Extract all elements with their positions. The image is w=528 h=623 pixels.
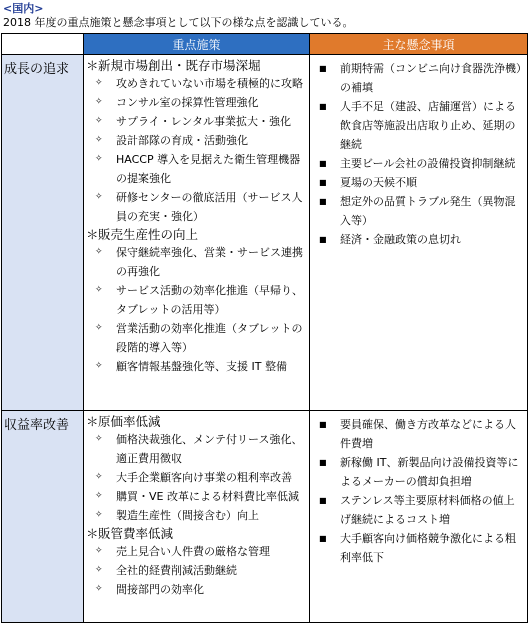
diamond-bullet-icon: ✧ (95, 97, 103, 107)
list-item-text: HACCP 導入を見据えた衛生管理機器の提案強化 (116, 153, 301, 185)
focus-list (86, 74, 309, 226)
diamond-bullet-icon: ✧ (95, 584, 103, 594)
list-item-text: サプライ・レンタル事業拡大・強化 (116, 115, 291, 128)
list-item-text: 全社的経費削減活動継続 (116, 564, 237, 577)
diamond-bullet-icon: ✧ (95, 491, 103, 501)
list-item (86, 506, 309, 525)
list-item-text: 大手企業顧客向け事業の粗利率改善 (116, 471, 292, 484)
list-item (86, 112, 309, 131)
list-item (86, 150, 309, 188)
asterisk-mark: ＊ (86, 58, 99, 73)
list-item (86, 468, 309, 487)
list-item (86, 357, 309, 376)
square-bullet-icon: ■ (319, 235, 327, 244)
list-item-text: 大手顧客向け価格競争激化による粗利率低下 (340, 532, 516, 564)
diamond-bullet-icon: ✧ (95, 154, 103, 164)
list-item-text: ステンレス等主要原材料価格の値上げ継続によるコスト増 (340, 494, 515, 526)
list-item (86, 281, 309, 319)
diamond-bullet-icon: ✧ (95, 285, 103, 295)
list-item-text: 人手不足（建設、店舗運営）による飲食店等施設出店取り止め、延期の継続 (340, 100, 516, 151)
list-item-text: サービス活動の効率化推進（早帰り、タブレットの活用等） (116, 284, 303, 316)
list-item (310, 453, 527, 491)
list-item (86, 188, 309, 226)
list-item-text: 想定外の品質トラブル発生（異物混入等） (340, 195, 516, 227)
list-item-text: 売上見合い人件費の厳格な管理 (116, 545, 270, 558)
list-item-text: 前期特需（コンビニ向け食器洗浄機）の補填 (340, 62, 522, 94)
list-item (86, 93, 309, 112)
category-cell (2, 55, 84, 411)
list-item-text: 要員確保、働き方改革などによる人件費増 (340, 418, 516, 450)
list-item (86, 487, 309, 506)
list-item (310, 415, 527, 453)
table-row (2, 55, 528, 411)
asterisk-mark: ＊ (86, 227, 99, 242)
concerns-cell (310, 411, 528, 623)
concerns-cell (310, 55, 528, 411)
diamond-bullet-icon: ✧ (95, 565, 103, 575)
diamond-bullet-icon: ✧ (95, 546, 103, 556)
list-item (86, 542, 309, 561)
diamond-bullet-icon: ✧ (95, 323, 103, 333)
list-item (86, 131, 309, 150)
list-item (310, 230, 527, 249)
list-item (310, 173, 527, 192)
category-cell (2, 411, 84, 623)
list-item-text: 製造生産性（間接含む）向上 (116, 509, 259, 522)
section-title-text: 原価率低減 (98, 414, 161, 429)
concerns-list (310, 59, 527, 249)
list-item-text: 間接部門の効率化 (116, 583, 204, 596)
square-bullet-icon: ■ (319, 534, 327, 543)
list-item-text: 研修センターの徹底活用（サービス人員の充実・強化） (116, 191, 303, 223)
strategy-table (1, 33, 528, 623)
square-bullet-icon: ■ (319, 458, 327, 467)
list-item-text: 夏場の天候不順 (340, 176, 417, 189)
list-item (86, 319, 309, 357)
list-item (86, 561, 309, 580)
focus-list (86, 430, 309, 525)
square-bullet-icon: ■ (319, 178, 327, 187)
section-heading: <国内> (3, 2, 44, 15)
focus-list (86, 542, 309, 599)
diamond-bullet-icon: ✧ (95, 472, 103, 482)
list-item-text: 攻めきれていない市場を積極的に攻略 (116, 77, 303, 90)
list-item (310, 192, 527, 230)
table-header-row (2, 34, 528, 55)
diamond-bullet-icon: ✧ (95, 247, 103, 257)
diamond-bullet-icon: ✧ (95, 434, 103, 444)
list-item (310, 491, 527, 529)
square-bullet-icon: ■ (319, 102, 327, 111)
category-label: 成長の追求 (4, 62, 70, 77)
list-item (310, 154, 527, 173)
asterisk-mark: ＊ (86, 414, 99, 429)
section-title-text: 販売生産性の向上 (98, 227, 199, 242)
section-title (86, 414, 309, 430)
list-item-text: 営業活動の効率化推進（タブレットの段階的導入等） (116, 322, 303, 354)
concerns-list (310, 415, 527, 567)
intro-text: 2018 年度の重点施策と懸念事項として以下の様な点を認識している。 (3, 16, 354, 29)
square-bullet-icon: ■ (319, 159, 327, 168)
category-label: 収益率改善 (4, 418, 70, 433)
list-item (86, 430, 309, 468)
list-item-text: コンサル室の採算性管理強化 (116, 96, 259, 109)
section-title-text: 新規市場創出・既存市場深堀 (98, 58, 261, 73)
list-item-text: 新稼働 IT、新製品向け設備投資等によるメーカーの償却負担増 (340, 456, 519, 488)
square-bullet-icon: ■ (319, 197, 327, 206)
list-item (310, 97, 527, 154)
list-item-text: 保守継続率強化、営業・サービス連携の再強化 (116, 246, 303, 278)
section-title-text: 販管費率低減 (98, 526, 174, 541)
list-item-text: 経済・金融政策の息切れ (340, 233, 461, 246)
focus-list (86, 243, 309, 376)
list-item (310, 59, 527, 97)
list-item-text: 設計部隊の育成・活動強化 (116, 134, 248, 147)
header-main-concerns: 主な懸念事項 (310, 34, 528, 55)
list-item-text: 購買・VE 改革による材料費比率低減 (116, 490, 299, 503)
diamond-bullet-icon: ✧ (95, 78, 103, 88)
list-item (86, 74, 309, 93)
section-title (86, 526, 309, 542)
focus-cell (84, 411, 310, 623)
header-focus-measures: 重点施策 (84, 34, 310, 55)
section-title (86, 58, 309, 74)
list-item-text: 価格決裁強化、メンテ付リース強化、適正費用徴収 (116, 433, 303, 465)
diamond-bullet-icon: ✧ (95, 192, 103, 202)
section-title (86, 227, 309, 243)
header-blank (2, 34, 84, 55)
diamond-bullet-icon: ✧ (95, 116, 103, 126)
table-row (2, 411, 528, 623)
list-item (310, 529, 527, 567)
square-bullet-icon: ■ (319, 496, 327, 505)
diamond-bullet-icon: ✧ (95, 510, 103, 520)
list-item-text: 顧客情報基盤強化等、支援 IT 整備 (116, 360, 287, 373)
square-bullet-icon: ■ (319, 64, 327, 73)
diamond-bullet-icon: ✧ (95, 361, 103, 371)
asterisk-mark: ＊ (86, 526, 99, 541)
list-item (86, 243, 309, 281)
list-item-text: 主要ビール会社の設備投資抑制継続 (340, 157, 516, 170)
list-item (86, 580, 309, 599)
focus-cell (84, 55, 310, 411)
diamond-bullet-icon: ✧ (95, 135, 103, 145)
square-bullet-icon: ■ (319, 420, 327, 429)
